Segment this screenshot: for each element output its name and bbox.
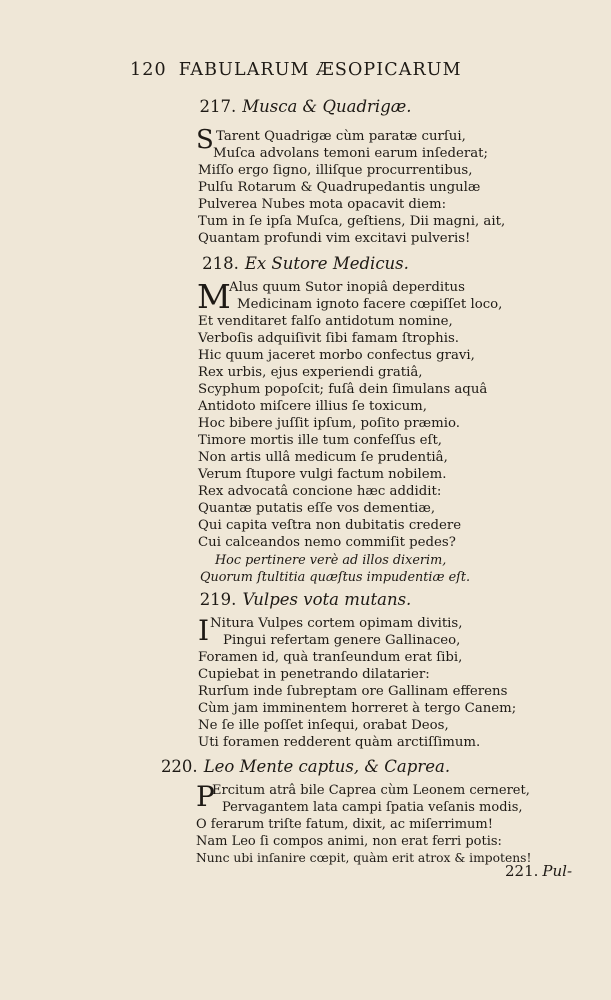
verse-line: Verum ſtupore vulgi factum nobilem. [198,467,447,482]
catchword-text: Pul- [542,862,573,880]
verse-line: Pulverea Nubes mota opacavit diem: [198,197,447,212]
verse-line: Cupiebat in penetrando dilatarier: [198,667,430,682]
verse-line: O ferarum triſte fatum, dixit, ac miſerrimum! [196,817,493,832]
running-head [130,60,540,84]
verse-line: Quantæ putatis eſſe vos dementiæ, [198,501,436,516]
verse-line: Foramen id, quà tranſeundum erat ſibi, [198,650,463,665]
verse-line: Nam Leo ſi compos animi, non erat ferri potis: [196,834,502,849]
verse-line: Pervagantem lata campi ſpatia veſanis modis, [222,800,523,815]
moral-note: Hoc pertinere verè ad illos dixerim, [215,553,447,568]
verse-line: Nitura Vulpes cortem opimam divitis, [210,616,463,631]
verse-line: Antidoto miſcere illius ſe toxicum, [198,399,427,414]
verse-line: Scyphum popoſcit; fuſâ dein ſimulans aquâ [198,382,488,397]
fable-title: Musca & Quadrigæ. [242,97,412,116]
fable-220-heading [0,757,611,776]
drop-cap: I [198,614,210,647]
fable-number: 220. [160,757,198,776]
verse-line: Hoc bibere juſſit ipſum, poſito præmio. [198,416,461,431]
page-number: 120 [130,60,167,80]
book-title: FABULARUM ÆSOPICARUM [178,60,462,80]
moral-note: Quorum ſtultitia quæſtus impudentiæ eſt. [200,570,471,585]
verse-line: Rex advocatâ concione hæc addidit: [198,484,442,499]
fable-title: Leo Mente captus, & Caprea. [203,757,451,776]
verse-line: Alus quum Sutor inopiâ deperditus [229,280,465,295]
drop-cap: M [197,277,231,316]
verse-line: Verboſis adquiſivit ſibi famam ſtrophis. [198,331,460,346]
verse-line: Uti foramen redderent quàm arctiſſimum. [198,735,481,750]
fable-title: Ex Sutore Medicus. [244,254,409,273]
verse-line: Muſca advolans temoni earum inſederat; [213,146,488,161]
verse-line: Rex urbis, ejus experiendi gratiâ, [198,365,423,380]
verse-line: Pulſu Rotarum & Quadrupedantis ungulæ [198,180,481,195]
fable-218-heading [0,254,611,273]
verse-line: Pingui refertam genere Gallinaceo, [223,633,461,648]
catchword [505,862,572,880]
verse-line: Tarent Quadrigæ cùm paratæ curſui, [216,129,466,144]
verse-line: Medicinam ignoto facere cœpiſſet loco, [237,297,503,312]
verse-line: Ercitum atrâ bile Caprea cùm Leonem cerneret, [212,783,530,798]
verse-line: Nunc ubi inſanire cœpit, quàm erit atrox & impotens! [196,851,532,865]
verse-line: Quantam profundi vim excitavi pulveris! [198,231,471,246]
fable-217-heading [0,97,611,116]
drop-cap: S [196,125,214,155]
verse-line: Tum in ſe ipſa Muſca, geſtiens, Dii magni, ait, [198,214,506,229]
verse-line: Cui calceandos nemo commiſit pedes? [198,535,456,550]
verse-line: Et venditaret falſo antidotum nomine, [198,314,453,329]
fable-title: Vulpes vota mutans. [242,590,412,609]
verse-line: Non artis ullâ medicum ſe prudentiâ, [198,450,448,465]
verse-line: Ne ſe ille poſſet inſequi, orabat Deos, [198,718,449,733]
verse-line: Qui capita veſtra non dubitatis credere [198,518,462,533]
verse-line: Rurſum inde ſubreptam ore Gallinam efferens [198,684,508,699]
fable-219-heading [0,590,611,609]
fable-number: 217. [199,97,237,116]
fable-number: 219. [199,590,237,609]
drop-cap: P [196,780,215,813]
verse-line: Timore mortis ille tum confeſſus eſt, [198,433,443,448]
verse-line: Cùm jam imminentem horreret à tergo Canem; [198,701,517,716]
verse-line: Miſſo ergo ſigno, illiſque procurrentibus, [198,163,473,178]
fable-number: 218. [202,254,239,273]
verse-line: Hic quum jaceret morbo confectus gravi, [198,348,475,363]
catchword-number: 221. [505,862,539,880]
